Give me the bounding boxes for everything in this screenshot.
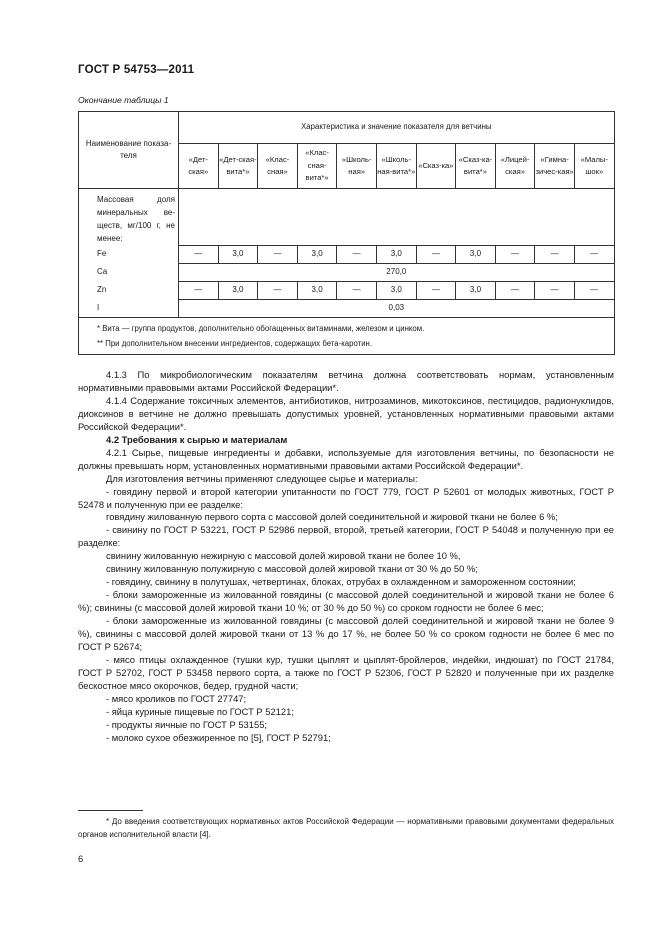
list-item: - свинину по ГОСТ Р 53221, ГОСТ Р 52986 первой, второй, третьей категории, ГОСТ Р 54048 и полученную при ее разделке: [78, 524, 614, 549]
row-label: Zn [79, 281, 179, 299]
table-cell: 3,0 [297, 245, 337, 263]
page-number: 6 [78, 853, 84, 864]
table-cell: — [535, 245, 575, 263]
table-cell: 3,0 [456, 245, 496, 263]
table-row [79, 263, 615, 281]
list-item: - говядину первой и второй категории упитанности по ГОСТ 779, ГОСТ Р 52601 от молодых животных, ГОСТ Р 52478 и полученную при ее разделке: [78, 485, 614, 510]
column-header: «Сказ-ка» [416, 144, 456, 189]
footnote: * До введения соответствующих нормативных актов Российской Федерации — нормативными правовыми документами федеральных органов исполнительной власти [4]. [78, 817, 614, 839]
section-heading: 4.2 Требования к сырью и материалам [106, 433, 288, 445]
list-item: - молоко сухое обезжиренное по [5], ГОСТ Р 52791; [106, 731, 331, 743]
mass-row [79, 189, 615, 246]
table-cell: — [258, 281, 298, 299]
column-header: «Сказ-ка-вита*» [456, 144, 496, 189]
row-label: Ca [79, 263, 179, 281]
column-header: «Лицей-ская» [495, 144, 535, 189]
table-note: ** При дополнительном внесении ингредиентов, содержащих бета-каротин. [97, 338, 373, 348]
name-column-header: Наименование показа-теля [79, 112, 179, 189]
table-cell: 3,0 [218, 281, 258, 299]
table-row [79, 299, 615, 317]
table-cell: — [535, 281, 575, 299]
table-cell: 0,03 [179, 299, 615, 317]
list-item: - мясо птицы охлажденное (тушки кур, тушки цыплят и цыплят-бройлеров, индейки, индюшат) по ГОСТ 21784, ГОСТ Р 52702, ГОСТ Р 53458 первого сорта, а также по ГОСТ Р 52306, ГОСТ Р 52820 и полученные при их разделке бескостное мясо окорочков, бедер, грудной части; [78, 653, 614, 691]
list-item: - продукты яичные по ГОСТ Р 53155; [106, 718, 268, 730]
column-header: «Дет-ская-вита*» [218, 144, 258, 189]
list-item: - мясо кроликов по ГОСТ 27747; [106, 692, 247, 704]
list-item: свинину жилованную полужирную с массовой долей жировой ткани от 30 % до 50 %; [106, 563, 478, 575]
paragraph: 4.1.3 По микробиологическим показателям ветчина должна соответствовать нормам, установленным нормативными правовыми актами Российской Федерации*. [78, 369, 614, 393]
table-cell: 3,0 [376, 245, 416, 263]
table-note: * Вита — группа продуктов, дополнительно обогащенных витаминами, железом и цинком. [97, 323, 425, 333]
column-header: «Клас-сная-вита*» [297, 144, 337, 189]
table-cell: — [495, 245, 535, 263]
table-cell: — [574, 281, 614, 299]
table-cell: 3,0 [456, 281, 496, 299]
column-header: «Школь-ная» [337, 144, 377, 189]
table-cell: — [416, 281, 456, 299]
document-header: ГОСТ Р 54753—2011 [78, 64, 195, 76]
list-item: говядину жилованную первого сорта с массовой долей соединительной и жировой ткани не более 6 %; [106, 511, 558, 523]
list-item: - блоки замороженные из жилованной говядины (с массовой долей соединительной и жировой ткани не более 6 %); свинины (с массовой долей жировой ткани 10 %; от 30 % до 50 %) со сроком годности не более 6 мес; [78, 589, 614, 614]
list-item: - говядину, свинину в полутушах, четвертинах, блоках, отрубах в охлажденном и замороженном состоянии; [106, 576, 576, 588]
table-cell: 3,0 [297, 281, 337, 299]
table-cell: — [179, 245, 219, 263]
column-header: «Клас-сная» [258, 144, 298, 189]
column-header: «Дет-ская» [179, 144, 219, 189]
column-header: «Школь-ная-вита*» [376, 144, 416, 189]
list-item: - блоки замороженные из жилованной говядины (с массовой долей соединительной и жировой ткани не более 9 %), свинины с массовой долей жировой ткани от 13 % до 17 %, не более 50 % со сроком годности не более 6 мес по ГОСТ Р 52674; [78, 615, 614, 653]
table-cell: — [416, 245, 456, 263]
table-cell: — [574, 245, 614, 263]
row-label: Fe [79, 245, 179, 263]
table-cell: 270,0 [179, 263, 615, 281]
table-cell: — [179, 281, 219, 299]
paragraph: 4.1.4 Содержание токсичных элементов, антибиотиков, нитрозаминов, микотоксинов, пестицидов, радионуклидов, диоксинов в ветчине не должно превышать допустимых уровней, установленных нормативными правовыми актами Российской Федерации*. [78, 394, 614, 432]
table-caption: Окончание таблицы 1 [78, 95, 169, 105]
indicator-table [78, 111, 615, 355]
table-row [79, 245, 615, 263]
table-cell: 3,0 [218, 245, 258, 263]
table-row [79, 281, 615, 299]
mass-label: Массовая доля минеральных ве-ществ, мг/100 г, не менее: [79, 189, 179, 246]
mass-empty-cell [179, 189, 615, 246]
table-cell: — [495, 281, 535, 299]
paragraph: Для изготовления ветчины применяют следующее сырье и материалы: [106, 472, 418, 484]
table-notes [79, 317, 615, 354]
table-cell: — [337, 245, 377, 263]
list-item: - яйца куриные пищевые по ГОСТ Р 52121; [106, 705, 294, 717]
list-item: свинину жилованную нежирную с массовой долей жировой ткани не более 10 %, [106, 550, 461, 562]
table-cell: — [337, 281, 377, 299]
column-header: «Малы-шок» [574, 144, 614, 189]
table-cell: 3,0 [376, 281, 416, 299]
table-cell: — [258, 245, 298, 263]
column-header: «Гимна-зичес-кая» [535, 144, 575, 189]
body-text [78, 369, 614, 745]
paragraph: 4.2.1 Сырье, пищевые ингредиенты и добавки, используемые для изготовления ветчины, по безопасности не должны превышать норм, установленных нормативными правовыми актами Российской Федерации*. [78, 446, 614, 471]
group-header: Характеристика и значение показателя для ветчины [179, 112, 615, 144]
footnote-divider [78, 810, 143, 811]
notes-row [79, 317, 615, 354]
row-label: I [79, 299, 179, 317]
